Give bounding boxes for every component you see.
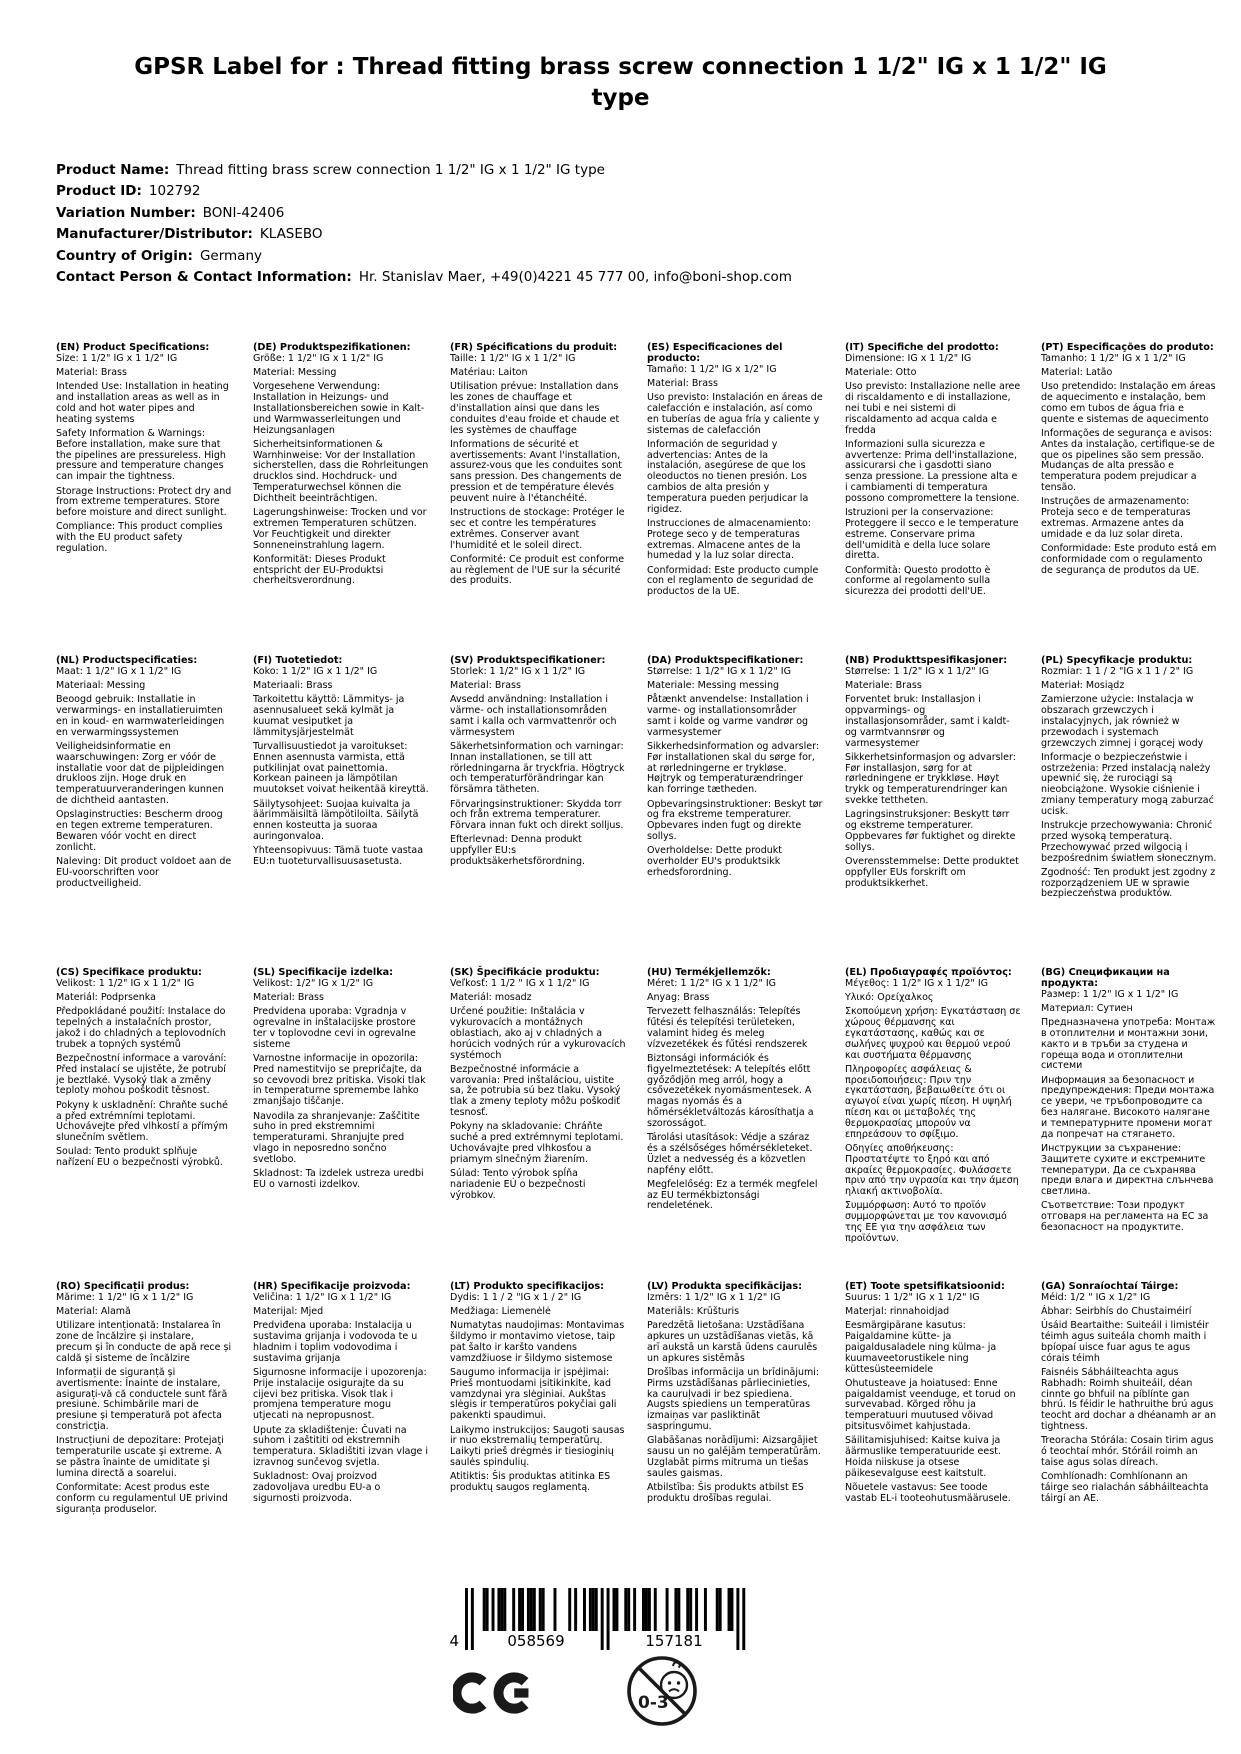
spec-paragraph: Tárolási utasítások: Védje a száraz és a szélsőséges hőmérsékleteket. Üzlet a nedvesség és a közvetlen napfény előtt. xyxy=(647,1132,813,1176)
spec-block-sl xyxy=(253,968,429,1194)
spec-paragraph: Storlek: 1 1/2" IG x 1 1/2" IG xyxy=(450,665,586,677)
spec-paragraph: Conformité: Ce produit est conforme au règlement de l'UE sur la sécurité des produits. xyxy=(450,553,625,587)
spec-paragraph: Säkerhetsinformation och varningar: Innan installationen, se till att rörledningarna är tryckfria. Högtryck och temperaturförändringar kan försämra tätheten. xyxy=(450,741,625,796)
spec-block-et xyxy=(845,1282,1021,1508)
field-value: 102792 xyxy=(148,183,201,200)
spec-paragraph: Súlad: Tento výrobok spĺňa nariadenie EÚ o bezpečnosti výrobkov. xyxy=(450,1168,586,1201)
spec-paragraph: Instruções de armazenamento: Proteja seco e de temperaturas extremas. Armazene antes da umidade e da luz solar direta. xyxy=(1041,496,1191,540)
spec-paragraph: Materiaal: Messing xyxy=(56,680,146,692)
spec-paragraph: Размер: 1 1/2" IG x 1 1/2" IG xyxy=(1041,988,1179,1000)
spec-block-fr xyxy=(450,343,626,591)
spec-paragraph: Информация за безопасност и предупреждения: Преди монтажа се увери, че тръбопроводите са без налягане. Високото налягане и температурните промени могат да попречат на стягането. xyxy=(1041,1074,1215,1140)
spec-paragraph: Konformität: Dieses Produkt entspricht der EU-Produktsi cherheitsverordnung. xyxy=(253,553,386,587)
spec-paragraph: Soulad: Tento produkt splňuje nařízení EU o bezpečnosti výrobků. xyxy=(56,1146,223,1169)
spec-heading-fr: (FR) Spécifications du produit: xyxy=(450,342,618,353)
spec-paragraph: Materiāls: Krūšturis xyxy=(647,1306,740,1318)
spec-block-de xyxy=(253,343,429,591)
spec-heading-ga: (GA) Sonraíochtaí Táirge: xyxy=(1041,1281,1179,1292)
spec-paragraph: Sigurnosne informacije i upozorenja: Prije instalacije osigurajte da su cijevi bez pritiska. Visok tlak i promjena temperature mogu utjecati na nepropusnost. xyxy=(253,1367,427,1422)
spec-heading-et: (ET) Toote spetsifikatsioonid: xyxy=(845,1281,1005,1292)
spec-paragraph: Säilytysohjeet: Suojaa kuivalta ja äärimmäisiltä lämpötiloilta. Säilytä ennen kosteutta ja suoraa auringonvaloa. xyxy=(253,798,419,842)
spec-paragraph: Material: Brass xyxy=(450,680,521,692)
spec-paragraph: Izmērs: 1 1/2" IG x 1 1/2" IG xyxy=(647,1291,781,1303)
ean-barcode xyxy=(449,1588,746,1652)
spec-paragraph: Predvidena uporaba: Vgradnja v ogrevalne in inštalacijske prostore ter v toplovodne cevi in ogrevalne sisteme xyxy=(253,1006,416,1050)
spec-paragraph: Taille: 1 1/2" IG x 1 1/2" IG xyxy=(450,352,576,364)
field-label: Manufacturer/Distributor: xyxy=(56,226,253,243)
field-value: Germany xyxy=(199,247,262,264)
spec-paragraph: Dimensione: IG x 1 1/2" IG xyxy=(845,352,972,364)
spec-paragraph: Méid: 1/2 " IG x 1/2" IG xyxy=(1041,1291,1151,1303)
barcode-digit-first: 4 xyxy=(449,1632,459,1650)
spec-block-it xyxy=(845,343,1021,602)
spec-paragraph: Forventet bruk: Installasjon i oppvarmings- og installasjonsområder, samt i kaldt- og varmtvannsrør og varmesystemer xyxy=(845,694,1010,749)
spec-paragraph: Material: Brass xyxy=(56,367,127,379)
spec-paragraph: Yhteensopivuus: Tämä tuote vastaa EU:n tuoteturvallisuusasetusta. xyxy=(253,845,424,868)
spec-block-sv xyxy=(450,656,626,871)
spec-paragraph: Material: Messing xyxy=(253,367,337,379)
spec-paragraph: Faisnéis Sábháilteachta agus Rabhadh: Roimh shuiteáil, déan cinnte go bhfuil na píblínte gan bhrú. Is féidir le hathruithe brú agus teocht ard dochar a dhéanamh ar an tightness. xyxy=(1041,1367,1217,1433)
spec-paragraph: Materjal: rinnahoidjad xyxy=(845,1306,950,1318)
spec-paragraph: Съответствие: Този продукт отговаря на регламента на ЕС за безопасност на продуктите. xyxy=(1041,1200,1209,1234)
spec-paragraph: Informações de segurança e avisos: Antes da instalação, certifique-se de que os pipelines são sem pressão. Mudanças de alta pressão e temperatura podem prejudicar a tensão. xyxy=(1041,428,1215,494)
spec-paragraph: Naleving: Dit product voldoet aan de EU-voorschriften voor productveiligheid. xyxy=(56,856,232,889)
field-label: Country of Origin: xyxy=(56,247,193,264)
spec-paragraph: Uso previsto: Installazione nelle aree di riscaldamento e di installazione, nei tubi e nei sistemi di riscaldamento ad acqua calda e fredda xyxy=(845,381,1021,436)
spec-paragraph: Veličina: 1 1/2" IG x 1 1/2" IG xyxy=(253,1291,392,1303)
spec-paragraph: Mărime: 1 1/2" IG x 1 1/2" IG xyxy=(56,1291,194,1303)
spec-paragraph: Úsáid Beartaithe: Suiteáil i limistéir téimh agus suiteála chomh maith i bpíopaí uisce fuar agus te agus córais téimh xyxy=(1041,1320,1209,1364)
spec-paragraph: Förvaringsinstruktioner: Skydda torr och från extrema temperaturer. Förvara innan fukt och direkt solljus. xyxy=(450,798,624,832)
spec-paragraph: Πληροφορίες ασφάλειας & προειδοποιήσεις: Πριν την εγκατάσταση, βεβαιωθείτε ότι οι αγωγοί είναι χωρίς πίεση. Η υψηλή πίεση και οι μεταβολές της θερμοκρασίας μπορούν να επηρεάσουν το σφίξιμο. xyxy=(845,1063,1012,1140)
spec-paragraph: Conformità: Questo prodotto è conforme al regolamento sulla sicurezza dei prodotti dell'UE. xyxy=(845,564,991,598)
spec-paragraph: Veľkosť: 1 1/2 " IG x 1 1/2" IG xyxy=(450,977,590,989)
spec-block-da xyxy=(647,656,823,882)
spec-paragraph: Uso previsto: Instalación en áreas de calefacción e instalación, así como en tuberías de agua fría y caliente y sistemas de calefacción xyxy=(647,392,823,436)
spec-paragraph: Zamierzone użycie: Instalacja w obszarach grzewczych i instalacyjnych, jak również w przewodach i systemach grzewczych zimnej i gorącej wody xyxy=(1041,694,1204,749)
spec-paragraph: Varnostne informacije in opozorila: Pred namestitvijo se prepričajte, da so cevovodi brez pritiska. Visoki tlak in temperaturne spremembe lahko zmanjšajo tiščanje. xyxy=(253,1053,426,1108)
spec-heading-pl: (PL) Specyfikacje produktu: xyxy=(1041,655,1193,666)
spec-heading-cs: (CS) Specifikace produktu: xyxy=(56,967,202,978)
spec-paragraph: Rozmiar: 1 1 / 2 "IG x 1 1 / 2" IG xyxy=(1041,665,1194,677)
spec-paragraph: Předpokládané použití: Instalace do tepelných a instalačních prostor, jakož i do chladných a teplovodních trubek a topných systémů xyxy=(56,1006,226,1050)
spec-block-hr xyxy=(253,1282,429,1508)
spec-paragraph: Sikkerhedsinformation og advarsler: Før installationen skal du sørge for, at rørledningerne er trykløse. Højtryk og temperaturændringer kan forringe tætheden. xyxy=(647,741,820,796)
spec-paragraph: Méret: 1 1/2" IG x 1 1/2" IG xyxy=(647,977,777,989)
spec-paragraph: Skladnost: Ta izdelek ustreza uredbi EU o varnosti izdelkov. xyxy=(253,1168,424,1190)
spec-paragraph: Instrucciones de almacenamiento: Protege seco y de temperaturas extremas. Almacene antes de la humedad y la luz solar directa. xyxy=(647,517,811,562)
spec-paragraph: Matériau: Laiton xyxy=(450,367,528,379)
spec-paragraph: Maat: 1 1/2" IG x 1 1/2" IG xyxy=(56,665,182,677)
spec-paragraph: Velikost: 1/2" IG x 1/2" IG xyxy=(253,977,374,989)
spec-heading-it: (IT) Specifiche del prodotto: xyxy=(845,342,999,353)
spec-paragraph: Συμμόρφωση: Αυτό το προϊόν συμμορφώνεται με τον κανονισμό της ΕΕ για την ασφάλεια των προϊόντων. xyxy=(845,1200,1007,1244)
spec-paragraph: Materiał: Mosiądz xyxy=(1041,680,1125,692)
spec-paragraph: Atitiktis: Šis produktas atitinka ES produktų saugos reglamentą. xyxy=(450,1471,611,1494)
field-value: BONI-42406 xyxy=(202,204,285,221)
spec-block-nb xyxy=(845,656,1021,893)
spec-paragraph: Conformitate: Acest produs este conform cu regulamentul UE privind siguranța produselor. xyxy=(56,1482,228,1515)
spec-paragraph: Utilisation prévue: Installation dans les zones de chauffage et d'installation ainsi que dans les conduites d'eau froide et chaude et les systèmes de chauffage xyxy=(450,381,620,436)
spec-paragraph: Materijal: Mjed xyxy=(253,1306,324,1318)
spec-paragraph: Určené použitie: Inštalácia v vykurovacích a montážnych oblastiach, ako aj v chladných a horúcich vodných rúr a vykurovacích systémoch xyxy=(450,1006,626,1061)
spec-paragraph: Materiaali: Brass xyxy=(253,680,333,692)
spec-heading-nb: (NB) Produkttspesifikasjoner: xyxy=(845,655,1008,666)
spec-paragraph: Bezpečnostné informácie a varovania: Pred inštaláciou, uistite sa, že potrubia sú bez tlaku. Vysoký tlak a zmeny teploty môžu poškodiť tesnosť. xyxy=(450,1063,621,1119)
spec-paragraph: Zgodność: Ten produkt jest zgodny z rozporządzeniem UE w sprawie bezpieczeństwa produktów. xyxy=(1041,866,1216,900)
spec-block-lt xyxy=(450,1282,626,1497)
spec-heading-bg: (BG) Спецификации на продукта: xyxy=(1041,967,1170,989)
spec-paragraph: Biztonsági információk és figyelmeztetések: A telepítés előtt győződjön meg arról, hogy a csővezetékek nyomásmentesek. A magas nyomás és a hőmérsékletváltozás károsíthatja a szorosságot. xyxy=(647,1053,814,1129)
spec-heading-hu: (HU) Termékjellemzők: xyxy=(647,967,771,978)
spec-paragraph: Compliance: This product complies with the EU product safety regulation. xyxy=(56,521,223,555)
spec-paragraph: Lagerungshinweise: Trocken und vor extremen Temperaturen schützen. Vor Feuchtigkeit und direkter Sonneneinstrahlung lagern. xyxy=(253,507,427,551)
spec-paragraph: Pokyny k uskladnění: Chraňte suché a před extrémními teplotami. Uchovávejte před vlhkostí a přímým slunečním světlem. xyxy=(56,1099,228,1144)
spec-paragraph: Påtænkt anvendelse: Installation i varme- og installationsområder samt i kolde og varme vandrør og varmesystemer xyxy=(647,694,809,738)
field-label: Product ID: xyxy=(56,183,142,200)
age-warning-0-3-icon xyxy=(626,1654,698,1732)
spec-heading-ro: (RO) Specificații produs: xyxy=(56,1281,190,1292)
spec-paragraph: Información de seguridad y advertencias: Antes de la instalación, asegúrese de que los oleoductos no tienen presión. Los cambios de alta presión y temperatura pueden perjudicar la rigidez. xyxy=(647,438,809,515)
spec-paragraph: Nõuetele vastavus: See toode vastab EL-i tooteohutusmäärusele. xyxy=(845,1482,1011,1504)
spec-paragraph: Tamanho: 1 1/2" IG x 1 1/2" IG xyxy=(1041,352,1186,364)
spec-paragraph: Conformidad: Este producto cumple con el reglamento de seguridad de productos de la UE. xyxy=(647,564,819,598)
spec-paragraph: Beoogd gebruik: Installatie in verwarmings- en installatieruimten en in koud- en warmwaterleidingen en verwarmingssystemen xyxy=(56,694,225,738)
spec-paragraph: Pokyny na skladovanie: Chráňte suché a pred extrémnymi teplotami. Uchovávajte pred vlhkosťou a priamym slnečným žiarením. xyxy=(450,1121,624,1165)
spec-paragraph: Koko: 1 1/2" IG x 1 1/2" IG xyxy=(253,665,378,677)
spec-paragraph: Eesmärgipärane kasutus: Paigaldamine kütte- ja paigaldusaladele ning külma- ja kuumaveetorustikele ning küttesüsteemidele xyxy=(845,1320,997,1375)
spec-paragraph: Safety Information & Warnings: Before installation, make sure that the pipelines are pressureless. High pressure and temperature changes can impair the tightness. xyxy=(56,428,226,483)
spec-paragraph: Numatytas naudojimas: Montavimas šildymo ir montavimo vietose, taip pat šalto ir karšto vandens vamzdžiuose ir šildymo sistemose xyxy=(450,1320,625,1364)
spec-paragraph: Istruzioni per la conservazione: Proteggere il secco e le temperature estreme. Conservare prima dell'umidità e della luce solare diretta. xyxy=(845,507,1019,562)
spec-heading-nl: (NL) Productspecificaties: xyxy=(56,655,198,666)
spec-block-pt xyxy=(1041,343,1217,580)
spec-paragraph: Materiál: Podprsenka xyxy=(56,992,156,1004)
spec-paragraph: Navodila za shranjevanje: Zaščitite suho in pred ekstremnimi temperaturami. Shranjujte pred vlago in neposredno sončno svetlobo. xyxy=(253,1110,420,1165)
spec-paragraph: Предназначена употреба: Монтаж в отоплителни и монтажни зони, както и в тръби за студена и гореща вода и отоплителни системи xyxy=(1041,1017,1216,1072)
spec-paragraph: Bezpečnostní informace a varování: Před instalací se ujistěte, že potrubí je beztlaké. Vysoký tlak a změny teploty mohou poškodit těsnost. xyxy=(56,1053,227,1097)
spec-paragraph: Инструкции за съхранение: Защитете сухите и екстремните температури. Да се съхранява преди влага и директна слънчева светлина. xyxy=(1041,1142,1214,1198)
spec-heading-da: (DA) Produktspecifikationer: xyxy=(647,655,804,666)
field-value: Hr. Stanislav Maer, +49(0)4221 45 777 00, info@boni-shop.com xyxy=(358,269,792,286)
spec-paragraph: Uso pretendido: Instalação em áreas de aquecimento e instalação, bem como em tubos de água fria e quente e sistemas de aquecimento xyxy=(1041,381,1216,425)
spec-heading-sl: (SL) Specifikacije izdelka: xyxy=(253,967,394,978)
spec-paragraph: Turvallisuustiedot ja varoitukset: Ennen asennusta varmista, että putkilinjat ovat painettomia. Korkean paineen ja lämpötilan muutokset voivat heikentää kireyttä. xyxy=(253,741,429,796)
spec-paragraph: Størrelse: 1 1/2" IG x 1 1/2" IG xyxy=(647,665,791,677)
spec-block-bg xyxy=(1041,968,1217,1237)
spec-paragraph: Glabāšanas norādījumi: Aizsargājiet sausu un no galējām temperatūrām. Uzglabāt pirms mitruma un tiešas saules gaismas. xyxy=(647,1435,821,1479)
spec-block-ro xyxy=(56,1282,232,1519)
spec-block-fi xyxy=(253,656,429,871)
spec-paragraph: Tarkoitettu käyttö: Lämmitys- ja asennusalueet sekä kylmät ja kuumat vesiputket ja lämmitysjärjestelmät xyxy=(253,694,405,738)
spec-paragraph: Upute za skladištenje: Čuvati na suhom i zaštititi od ekstremnih temperatura. Skladištiti izvan vlage i izravnog sunčevog svjetla. xyxy=(253,1424,429,1468)
spec-paragraph: Treoracha Stórála: Cosain tirim agus ó teochtaí mhór. Stóráil roimh an taise agus solas díreach. xyxy=(1041,1435,1214,1468)
barcode-digits-left: 058569 xyxy=(507,1632,565,1650)
spec-paragraph: Instrukcje przechowywania: Chronić przed wysoką temperaturą. Przechowywać przed wilgocią i bezpośrednim światłem słonecznym. xyxy=(1041,820,1217,864)
spec-paragraph: Tervezett felhasználás: Telepítés fűtési és telepítési területeken, valamint hideg és meleg vízvezetékek és fűtési rendszerek xyxy=(647,1006,808,1050)
spec-paragraph: Υλικό: Ορείχαλκος xyxy=(845,992,934,1004)
spec-block-en xyxy=(56,343,232,558)
spec-block-cs xyxy=(56,968,232,1173)
spec-paragraph: Informacje o bezpieczeństwie i ostrzeżenia: Przed instalacją należy upewnić się, że rurociągi są nieobciążone. Wysokie ciśnienie i zmiany temperatury mogą zaburzać ucisk. xyxy=(1041,751,1214,817)
spec-paragraph: Größe: 1 1/2" IG x 1 1/2" IG xyxy=(253,352,384,364)
field-label: Contact Person & Contact Information: xyxy=(56,269,352,286)
spec-paragraph: Atbilstība: Šis produkts atbilst ES produktu drošības regulai. xyxy=(647,1482,804,1504)
spec-paragraph: Instructions de stockage: Protéger le sec et contre les températures extrêmes. Conserver avant l'humidité et le soleil direct. xyxy=(450,507,625,551)
spec-paragraph: Predviđena uporaba: Instalacija u sustavima grijanja i vodovoda te u hladnim i toplim vodovodima i sustavima grijanja xyxy=(253,1320,418,1364)
spec-paragraph: Saugumo informacija ir įspėjimai: Prieš montuodami įsitikinkite, kad vamzdynai yra slėginiai. Aukštas slėgis ir temperatūros pokyčiai gali pakenkti spaudimui. xyxy=(450,1367,617,1422)
spec-paragraph: Size: 1 1/2" IG x 1 1/2" IG xyxy=(56,352,178,364)
spec-paragraph: Avsedd användning: Installation i värme- och installationsområden samt i kalla och varmvattenrör och värmesystem xyxy=(450,694,617,738)
spec-paragraph: Informations de sécurité et avertissements: Avant l'installation, assurez-vous que les conduites sont sans pression. Des changements de pression et de température élevés peuvent nuire à l'étanchéité. xyxy=(450,438,623,504)
spec-paragraph: Sukladnost: Ovaj proizvod zadovoljava uredbu EU-a o sigurnosti proizvoda. xyxy=(253,1471,381,1504)
spec-heading-sk: (SK) Špecifikácie produktu: xyxy=(450,967,600,978)
spec-paragraph: Utilizare intenționată: Instalarea în zone de încălzire și instalare, precum și în conducte de apă rece și caldă și sisteme de încălzire xyxy=(56,1320,232,1364)
spec-paragraph: Efterlevnad: Denna produkt uppfyller EU:s produktsäkerhetsförordning. xyxy=(450,834,586,868)
field-label: Product Name: xyxy=(56,162,170,178)
spec-paragraph: Størrelse: 1 1/2" IG x 1 1/2" IG xyxy=(845,665,989,677)
spec-block-hu xyxy=(647,968,823,1216)
spec-paragraph: Sicherheitsinformationen & Warnhinweise: Vor der Installation sicherstellen, dass die Rohrleitungen drucklos sind. Hochdruck- und Temperaturwechsel können die Dichtheit beeinträchtigen. xyxy=(253,438,429,504)
spec-paragraph: Megfelelőség: Ez a termék megfelel az EU termékbiztonsági rendeletének. xyxy=(647,1178,818,1212)
spec-paragraph: Ábhar: Seirbhís do Chustaiméirí xyxy=(1041,1306,1192,1318)
spec-paragraph: Informații de siguranță și avertismente: Înainte de instalare, asigurați-vă că conductele sunt fără presiune. Schimbările mari de presiune și temperatură pot afecta constricţia. xyxy=(56,1367,228,1433)
spec-paragraph: Ohutusteave ja hoiatused: Enne paigaldamist veenduge, et torud on survevabad. Kõrged rõhu ja temperatuuri muutused võivad pitsitusvõimet kahjustada. xyxy=(845,1377,1016,1433)
spec-paragraph: Drošības informācija un brīdinājumi: Pirms uzstādīšanas pārliecinieties, ka cauruļvadi ir bez spiediena. Augsts spiediens un temperatūras izmaiņas var pasliktināt saspringumu. xyxy=(647,1367,820,1433)
spec-heading-el: (EL) Προδιαγραφές προϊόντος: xyxy=(845,967,1012,978)
spec-paragraph: Overholdelse: Dette produkt overholder EU's produktsikk erhedsforordning. xyxy=(647,845,782,878)
spec-paragraph: Sikkerhetsinformasjon og advarsler: Før installasjon, sørg for at rørledningene er trykkløse. Høyt trykk og temperaturendringer kan svekke tettheten. xyxy=(845,751,1016,807)
spec-paragraph: Material: Alamă xyxy=(56,1306,131,1318)
spec-paragraph: Materiale: Brass xyxy=(845,680,922,692)
spec-paragraph: Instrucțiuni de depozitare: Protejaţi temperaturile uscate şi extreme. A se păstra înainte de umiditate şi lumina directă a soarelui. xyxy=(56,1435,224,1479)
spec-heading-fi: (FI) Tuotetiedot: xyxy=(253,655,343,666)
spec-block-ga xyxy=(1041,1282,1217,1508)
spec-paragraph: Lagringsinstruksjoner: Beskytt tørr og ekstreme temperaturer. Oppbevares før fuktighet og direkte sollys. xyxy=(845,809,1016,853)
spec-paragraph: Material: Brass xyxy=(647,377,718,389)
field-label: Variation Number: xyxy=(56,204,196,221)
spec-paragraph: Medžiaga: Liemenėlė xyxy=(450,1306,551,1318)
spec-paragraph: Overensstemmelse: Dette produktet oppfyller EUs forskrift om produktsikkerhet. xyxy=(845,856,1019,889)
spec-block-nl xyxy=(56,656,232,893)
spec-heading-de: (DE) Produktspezifikationen: xyxy=(253,342,411,353)
spec-paragraph: Opbevaringsinstruktioner: Beskyt tør og fra ekstreme temperaturer. Opbevares inden fugt og direkte sollys. xyxy=(647,798,823,842)
field-value: KLASEBO xyxy=(259,226,323,243)
spec-paragraph: Anyag: Brass xyxy=(647,992,710,1004)
spec-paragraph: Materiál: mosadz xyxy=(450,992,532,1004)
ce-mark-icon xyxy=(453,1664,537,1726)
spec-paragraph: Opslaginstructies: Bescherm droog en tegen extreme temperaturen. Bewaren vóór vocht en direct zonlicht. xyxy=(56,809,223,853)
spec-heading-en: (EN) Product Specifications: xyxy=(56,342,210,353)
spec-paragraph: Materiale: Otto xyxy=(845,367,917,379)
spec-heading-pt: (PT) Especificações do produto: xyxy=(1041,342,1214,353)
spec-heading-hr: (HR) Specifikacije proizvoda: xyxy=(253,1281,411,1292)
spec-paragraph: Storage Instructions: Protect dry and from extreme temperatures. Store before moisture and direct sunlight. xyxy=(56,485,232,519)
spec-paragraph: Conformidade: Este produto está em conformidade com o regulamento de segurança de produtos da UE. xyxy=(1041,543,1217,576)
spec-paragraph: Paredzētā lietošana: Uzstādīšana apkures un uzstādīšanas vietās, kā arī aukstā un karstā ūdens caurulēs un apkures sistēmās xyxy=(647,1320,818,1364)
spec-block-pl xyxy=(1041,656,1217,904)
page-title-text: GPSR Label for : Thread fitting brass screw connection 1 1/2" IG x 1 1/2" IG type xyxy=(134,54,1107,111)
spec-paragraph: Intended Use: Installation in heating and installation areas as well as in cold and hot water pipes and heating systems xyxy=(56,381,229,425)
spec-paragraph: Comhlíonadh: Comhlíonann an táirge seo rialachán sábháilteachta táirgí an AE. xyxy=(1041,1471,1209,1504)
spec-paragraph: Säilitamisjuhised: Kaitse kuiva ja äärmuslike temperatuuride eest. Hoida niiskuse ja otsese päikesevalguse eest kaitstult. xyxy=(845,1435,1001,1479)
spec-paragraph: Laikymo instrukcijos: Saugoti sausas ir nuo ekstremalių temperatūrų. Laikyti prieš drėgmės ir tiesioginių saulės spindulių. xyxy=(450,1424,625,1468)
spec-heading-sv: (SV) Produktspecifikationer: xyxy=(450,655,606,666)
field-value: Thread fitting brass screw connection 1 1/2" IG x 1 1/2" IG type xyxy=(176,162,605,178)
age-warning-text: 0-3 xyxy=(638,1693,669,1713)
spec-paragraph: Suurus: 1 1/2" IG x 1 1/2" IG xyxy=(845,1291,980,1303)
spec-paragraph: Tamaño: 1 1/2" IG x 1/2" IG xyxy=(647,363,777,375)
spec-paragraph: Informazioni sulla sicurezza e avvertenze: Prima dell'installazione, assicurarsi che i gasdotti siano senza pressione. La pressione alta e i cambiamenti di temperatura possono compromettere la tensione. xyxy=(845,438,1020,504)
spec-heading-es: (ES) Especificaciones del producto: xyxy=(647,342,783,364)
spec-paragraph: Material: Brass xyxy=(253,992,324,1004)
spec-paragraph: Materiale: Messing messing xyxy=(647,680,779,692)
spec-paragraph: Dydis: 1 1 / 2 "IG x 1 / 2" IG xyxy=(450,1291,582,1303)
spec-block-el xyxy=(845,968,1021,1248)
spec-paragraph: Μέγεθος: 1 1/2" IG x 1 1/2" IG xyxy=(845,977,988,989)
spec-paragraph: Материал: Сутиен xyxy=(1041,1002,1133,1014)
spec-heading-lt: (LT) Produkto specifikacijos: xyxy=(450,1281,605,1292)
spec-heading-lv: (LV) Produkta specifikācijas: xyxy=(647,1281,802,1292)
spec-paragraph: Material: Latão xyxy=(1041,367,1113,379)
spec-block-sk xyxy=(450,968,626,1205)
barcode-digits-right: 157181 xyxy=(645,1632,703,1650)
spec-block-lv xyxy=(647,1282,823,1508)
spec-paragraph: Σκοπούμενη χρήση: Εγκατάσταση σε χώρους θέρμανσης και εγκατάστασης, καθώς και σε σωλήνες ψυχρού και θερμού νερού και συστήματα θέρμανσης xyxy=(845,1006,1021,1061)
spec-paragraph: Οδηγίες αποθήκευσης: Προστατέψτε το ξηρό και από ακραίες θερμοκρασίες. Φυλάσσετε πριν από την υγρασία και την άμεση ηλιακή ακτινοβολία. xyxy=(845,1142,1019,1198)
spec-block-es xyxy=(647,343,823,602)
spec-paragraph: Vorgesehene Verwendung: Installation in Heizungs- und Installationsbereichen sowie in Kalt- und Warmwasserleitungen und Heizungsanlagen xyxy=(253,381,425,436)
spec-paragraph: Veiligheidsinformatie en waarschuwingen: Zorg er vóór de installatie voor dat de pijpleidingen drukloos zijn. Hoge druk en temperatuurveranderingen kunnen de dichtheid aantasten. xyxy=(56,741,225,807)
spec-paragraph: Velikost: 1 1/2" IG x 1 1/2" IG xyxy=(56,977,195,989)
